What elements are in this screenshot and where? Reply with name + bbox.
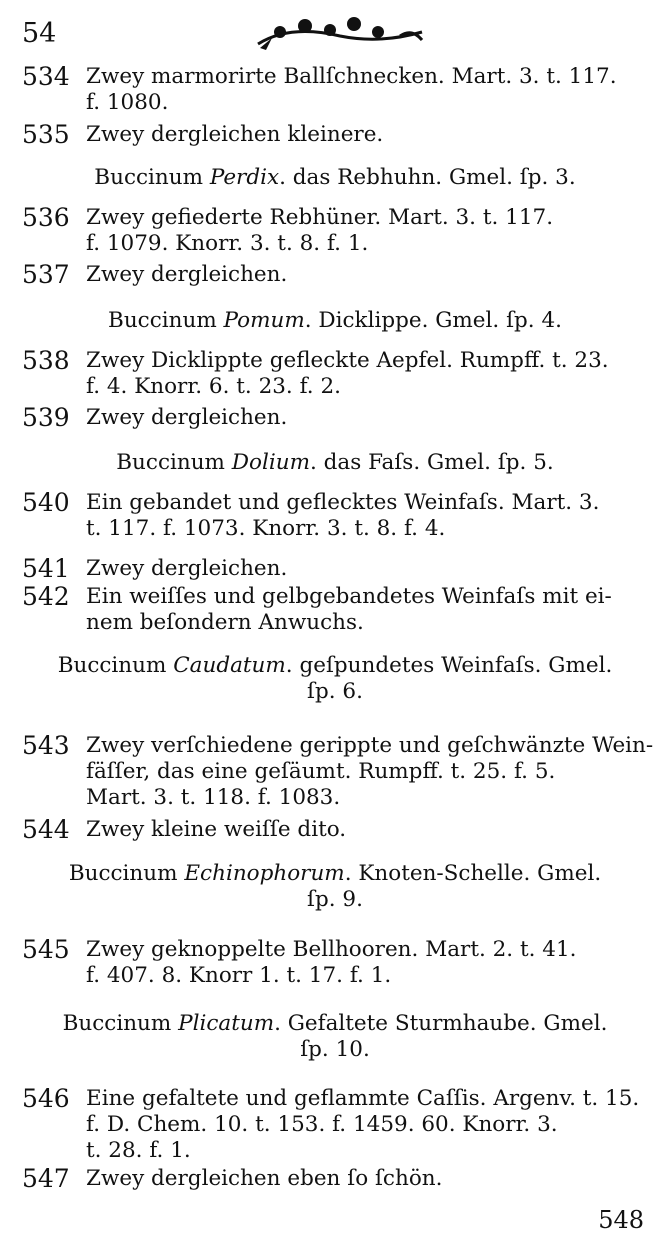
catalog-entry-539 xyxy=(22,405,662,431)
entry-line: Zwey geknoppelte Bellhooren. Mart. 2. t. 41. xyxy=(86,937,577,962)
catalog-entry-541 xyxy=(22,556,662,582)
entry-line: f. 4. Knorr. 6. t. 23. f. 2. xyxy=(86,374,341,399)
entry-text: Zwey dergleichen kleinere. xyxy=(86,122,384,147)
heading-species-number: ſp. 6. xyxy=(307,679,363,704)
heading-genus: Buccinum xyxy=(108,308,224,333)
entry-number: 540 xyxy=(22,488,70,517)
entry-number: 538 xyxy=(22,346,70,375)
page-number: 54 xyxy=(22,18,57,49)
entry-text: Zwey dergleichen. xyxy=(86,556,288,581)
entry-line: t. 28. f. 1. xyxy=(86,1138,191,1163)
entry-number: 537 xyxy=(22,260,70,289)
heading-species: Pomum xyxy=(223,308,305,333)
species-heading-dolium xyxy=(0,450,670,476)
entry-text: Zwey dergleichen. xyxy=(86,262,288,287)
catalog-entry-534 xyxy=(22,64,662,116)
entry-line: Zwey gefiederte Rebhüner. Mart. 3. t. 117. xyxy=(86,205,554,230)
heading-species-number: ſp. 9. xyxy=(307,887,363,912)
catalog-entry-540 xyxy=(22,490,662,542)
heading-description: . geſpundetes Weinfaſs. Gmel. xyxy=(285,653,613,678)
heading-species: Dolium xyxy=(231,450,310,475)
entry-line: f. 1079. Knorr. 3. t. 8. f. 1. xyxy=(86,231,369,256)
entry-number: 534 xyxy=(22,62,70,91)
heading-genus: Buccinum xyxy=(116,450,232,475)
catalog-entry-537 xyxy=(22,262,662,288)
entry-line: Ein weiſſes und gelbgebandetes Weinfaſs mit ei- xyxy=(86,584,612,609)
entry-text xyxy=(86,205,654,257)
heading-genus: Buccinum xyxy=(57,653,174,678)
catalog-entry-544 xyxy=(22,817,662,843)
entry-text xyxy=(86,1086,654,1164)
heading-species: Caudatum xyxy=(173,653,286,678)
floral-ornament-icon xyxy=(250,14,430,54)
entry-number: 536 xyxy=(22,203,70,232)
heading-species-number: ſp. 10. xyxy=(300,1037,370,1062)
catalog-entry-542 xyxy=(22,584,662,636)
entry-text xyxy=(86,490,654,542)
catchword: 548 xyxy=(598,1206,644,1234)
entry-line: Mart. 3. t. 118. f. 1083. xyxy=(86,785,341,810)
catalog-entry-546 xyxy=(22,1086,662,1164)
catalog-entry-543 xyxy=(22,733,662,811)
entry-line: f. 407. 8. Knorr 1. t. 17. f. 1. xyxy=(86,963,392,988)
catalog-entry-536 xyxy=(22,205,662,257)
catalog-entry-538 xyxy=(22,348,662,400)
entry-line: Zwey verſchiedene gerippte und geſchwänzte Wein- xyxy=(86,733,654,758)
heading-genus: Buccinum xyxy=(94,165,210,190)
entry-number: 539 xyxy=(22,403,70,432)
entry-text xyxy=(86,584,654,636)
species-heading-perdix xyxy=(0,165,670,191)
entry-text xyxy=(86,348,654,400)
entry-text xyxy=(86,733,654,811)
heading-description: . Knoten-Schelle. Gmel. xyxy=(344,861,602,886)
entry-text: Zwey kleine weiſſe dito. xyxy=(86,817,347,842)
entry-text: Zwey dergleichen eben ſo ſchön. xyxy=(86,1166,443,1191)
species-heading-caudatum xyxy=(0,653,670,705)
heading-genus: Buccinum xyxy=(68,861,185,886)
entry-line: Ein gebandet und geflecktes Weinfaſs. Mart. 3. xyxy=(86,490,600,515)
entry-line: t. 117. f. 1073. Knorr. 3. t. 8. f. 4. xyxy=(86,516,446,541)
heading-species: Plicatum xyxy=(178,1011,275,1036)
entry-text: Zwey dergleichen. xyxy=(86,405,288,430)
heading-description: . das Rebhuhn. Gmel. ſp. 3. xyxy=(279,165,576,190)
heading-genus: Buccinum xyxy=(62,1011,179,1036)
entry-text xyxy=(86,937,654,989)
entry-text xyxy=(86,64,654,116)
heading-description: . Dicklippe. Gmel. ſp. 4. xyxy=(304,308,562,333)
entry-number: 545 xyxy=(22,935,70,964)
heading-description: . Gefaltete Sturmhaube. Gmel. xyxy=(274,1011,608,1036)
entry-line: f. D. Chem. 10. t. 153. f. 1459. 60. Knorr. 3. xyxy=(86,1112,558,1137)
entry-number: 544 xyxy=(22,815,70,844)
catalog-entry-545 xyxy=(22,937,662,989)
entry-number: 546 xyxy=(22,1084,70,1113)
heading-description: . das Faſs. Gmel. ſp. 5. xyxy=(309,450,554,475)
heading-species: Echinophorum xyxy=(184,861,345,886)
catalog-entry-535 xyxy=(22,122,662,148)
entry-number: 535 xyxy=(22,120,70,149)
entry-line: Zwey Dicklippte gefleckte Aepfel. Rumpff. t. 23. xyxy=(86,348,609,373)
entry-line: nem beſondern Anwuchs. xyxy=(86,610,364,635)
entry-line: f. 1080. xyxy=(86,90,169,115)
entry-line: fäſſer, das eine geſäumt. Rumpff. t. 25. f. 5. xyxy=(86,759,556,784)
entry-number: 541 xyxy=(22,554,70,583)
entry-number: 543 xyxy=(22,731,70,760)
entry-number: 547 xyxy=(22,1164,70,1193)
species-heading-plicatum xyxy=(0,1011,670,1063)
catalog-entry-547 xyxy=(22,1166,662,1192)
species-heading-echinophorum xyxy=(0,861,670,913)
entry-line: Zwey marmorirte Ballſchnecken. Mart. 3. t. 117. xyxy=(86,64,617,89)
species-heading-pomum xyxy=(0,308,670,334)
heading-species: Perdix xyxy=(209,165,280,190)
entry-number: 542 xyxy=(22,582,70,611)
entry-line: Eine gefaltete und geflammte Caſſis. Argenv. t. 15. xyxy=(86,1086,640,1111)
